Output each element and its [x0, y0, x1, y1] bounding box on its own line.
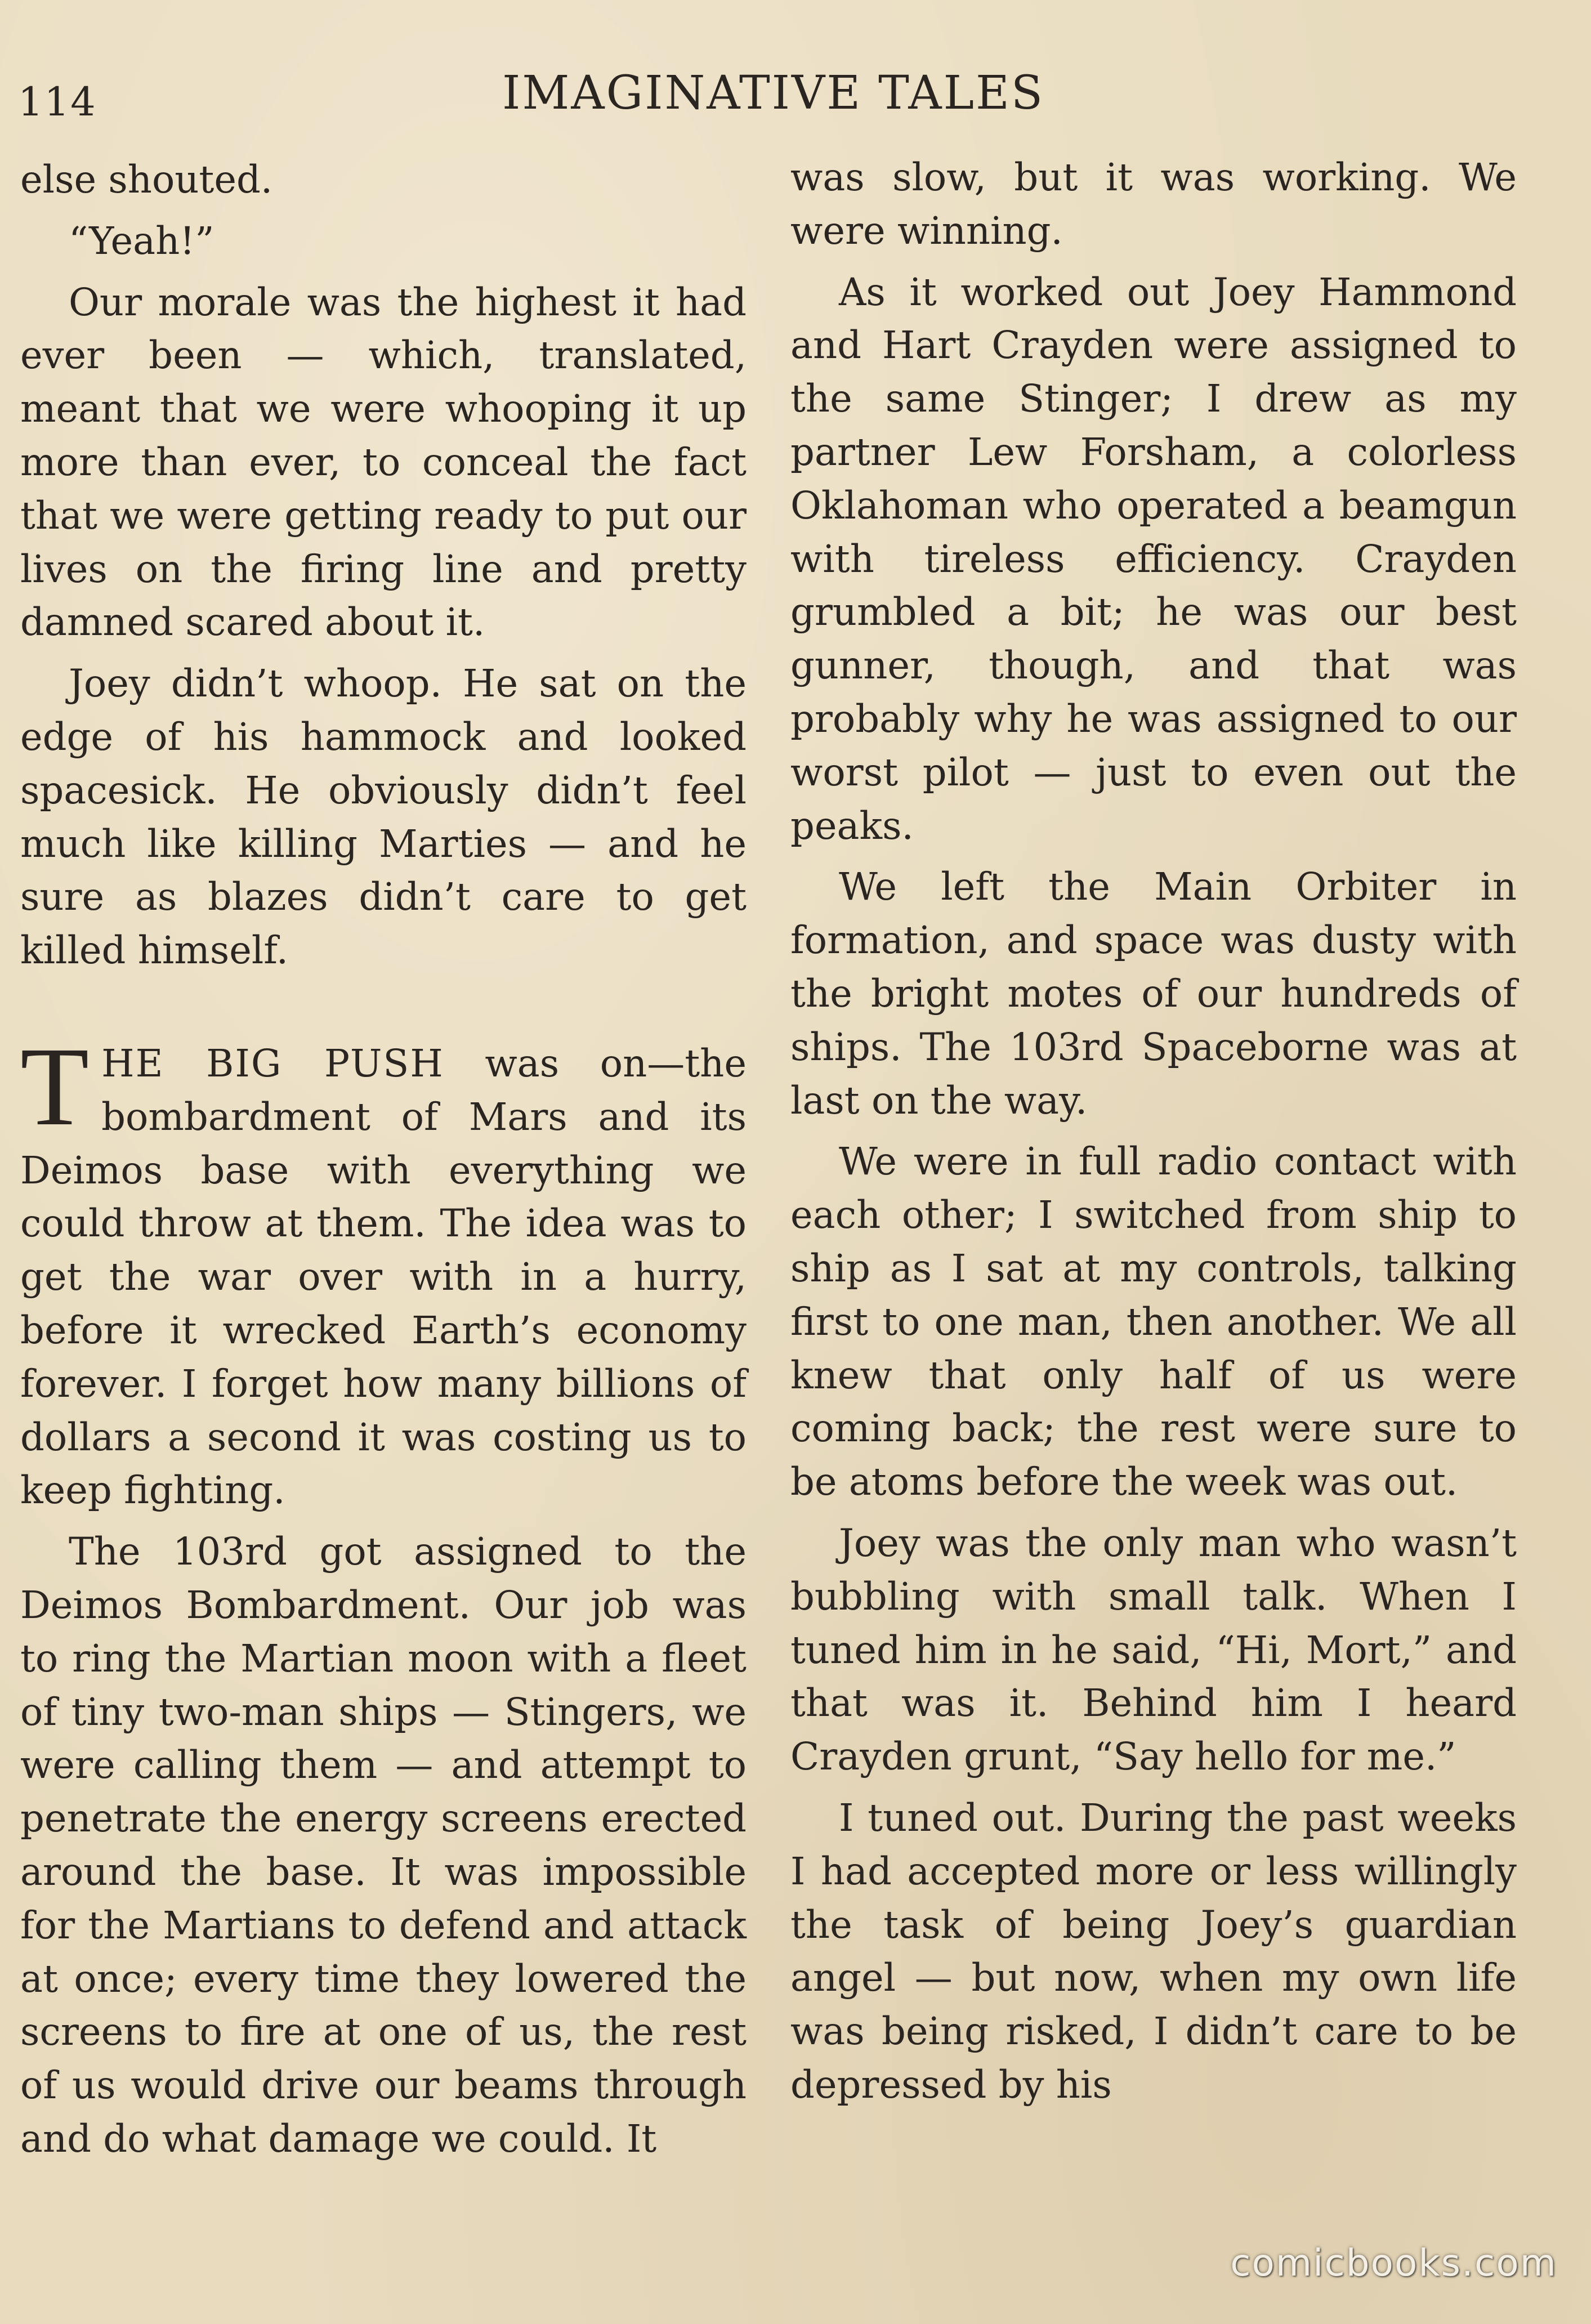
paragraph-text: was on—the bombardment of Mars and its Deimos base with everything we could throw at them. The idea was to get the war over with in a hurry, before it wrecked Earth’s economy forever. I forget how many billions of dollars a second it was costing us to keep fighting. — [20, 1041, 747, 1513]
page-header — [18, 62, 1538, 124]
paragraph: As it worked out Joey Hammond and Hart Crayden were assigned to the same Stinger; I drew as my partner Lew Forsham, a colorless Oklahoman who operated a beamgun with tireless efficiency. Crayden grumbled a bit; he was our best gunner, though, and that was probably why he was assigned to our worst pilot — just to even out the peaks. — [790, 270, 1517, 848]
right-column — [790, 151, 1517, 2120]
section-break — [20, 985, 747, 1037]
paragraph: “Yeah!” — [69, 218, 214, 263]
paragraph: The 103rd got assigned to the Deimos Bombardment. Our job was to ring the Martian moon with a fleet of tiny two-man ships — Stingers, we were calling them — and attempt to penetrate the energy screens erected around the base. It was impossible for the Martians to defend and attack at once; every time they lowered the screens to fire at one of us, the rest of us would drive our beams through and do what damage we could. It — [20, 1530, 747, 2161]
left-column — [20, 153, 747, 2174]
lead-in-caps: HE BIG PUSH — [101, 1041, 444, 1085]
paragraph: We left the Main Orbiter in formation, and space was dusty with the bright motes of our hundreds of ships. The 103rd Spaceborne was at last on the way. — [790, 865, 1517, 1123]
page-number: 114 — [18, 79, 97, 125]
paragraph: Our morale was the highest it had ever been — which, translated, meant that we were whooping it up more than ever, to conceal the fact that we were getting ready to put our lives on the firing line and pretty damned scared about it. — [20, 280, 747, 645]
paragraph: Joey didn’t whoop. He sat on the edge of his hammock and looked spacesick. He obviously didn’t feel much like killing Marties — and he sure as blazes didn’t care to get killed himself. — [20, 662, 747, 973]
paragraph: We were in full radio contact with each other; I switched from ship to ship as I sat at my controls, talking first to one man, then another. We all knew that only half of us were coming back; the rest were sure to be atoms before the week was out. — [790, 1139, 1517, 1504]
watermark: comicbooks.com — [1230, 2241, 1557, 2285]
paragraph: was slow, but it was working. We were winning. — [790, 155, 1517, 253]
section-opening-paragraph — [20, 1024, 747, 1517]
drop-cap: T — [20, 1024, 90, 1149]
paragraph: else shouted. — [20, 158, 273, 202]
paragraph: Joey was the only man who wasn’t bubbling with small talk. When I tuned him in he said, “Hi, Mort,” and that was it. Behind him I heard Crayden grunt, “Say hello for me.” — [790, 1521, 1517, 1779]
running-title: IMAGINATIVE TALES — [502, 66, 1045, 120]
paragraph: I tuned out. During the past weeks I had accepted more or less willingly the task of being Joey’s guardian angel — but now, when my own life was being risked, I didn’t care to be depressed by his — [790, 1795, 1517, 2107]
